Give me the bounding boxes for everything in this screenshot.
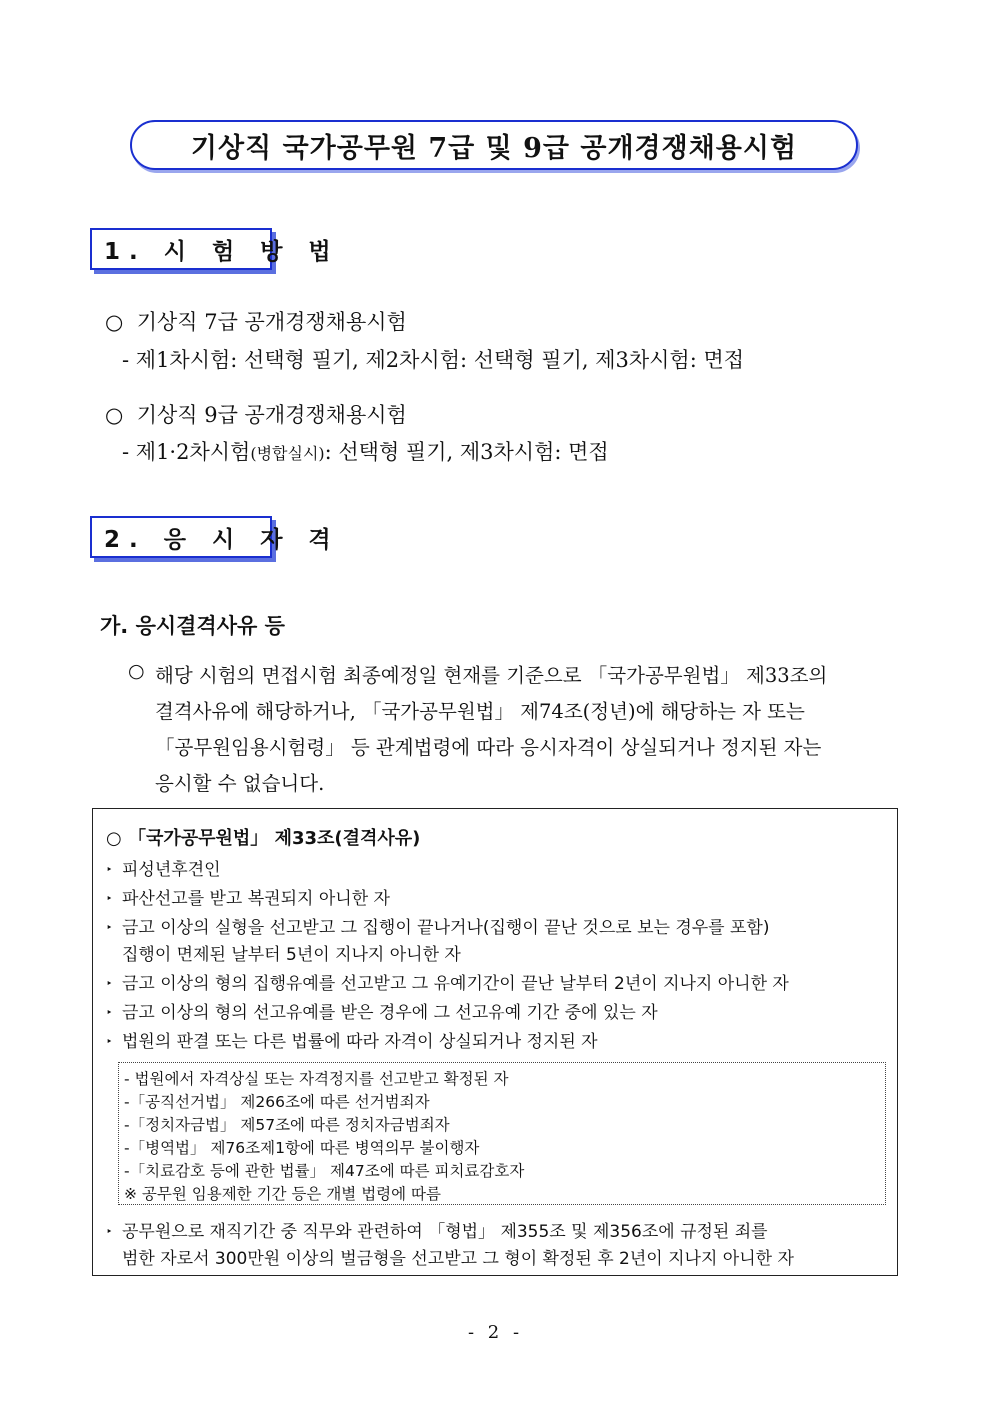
list-item: ‣ 법원의 판결 또는 다른 법률에 따라 자격이 상실되거나 정지된 자	[106, 1032, 598, 1052]
triangle-bullet-icon: ‣	[106, 1035, 113, 1048]
inner-list-item: -「병역법」 제76조제1항에 따른 병역의무 불이행자	[124, 1139, 480, 1157]
eligibility-paragraph	[155, 658, 900, 802]
inner-list-item: -「치료감호 등에 관한 법률」 제47조에 따른 피치료감호자	[124, 1162, 525, 1180]
inner-note: ※ 공무원 임용제한 기간 등은 개별 법령에 따름	[124, 1185, 441, 1203]
paragraph-line: 응시할 수 없습니다.	[155, 772, 325, 795]
list-item: ○ 기상직 9급 공개경쟁채용시험	[105, 403, 407, 427]
list-item: ‣ 공무원으로 재직기간 중 직무와 관련하여 「형법」 제355조 및 제356조에 규정된 죄를	[106, 1222, 768, 1242]
inner-list-item: - 법원에서 자격상실 또는 자격정지를 선고받고 확정된 자	[124, 1070, 509, 1088]
list-item: ‣ 금고 이상의 형의 집행유예를 선고받고 그 유예기간이 끝난 날부터 2년이 지나지 아니한 자	[106, 974, 789, 994]
paragraph-line: 「공무원임용시험령」 등 관계법령에 따라 응시자격이 상실되거나 정지된 자는	[155, 736, 822, 759]
list-item-detail: - 제1·2차시험(병합실시): 선택형 필기, 제3차시험: 면접	[122, 440, 609, 464]
section-heading-exam-method: 1. 시 험 방 법	[90, 228, 272, 270]
list-item-detail: - 제1차시험: 선택형 필기, 제2차시험: 선택형 필기, 제3차시험: 면접	[122, 348, 745, 372]
triangle-bullet-icon: ‣	[106, 863, 113, 876]
document-title: 기상직 국가공무원 7급 및 9급 공개경쟁채용시험	[130, 120, 858, 170]
inner-list-item: -「정치자금법」 제57조에 따른 정치자금범죄자	[124, 1116, 450, 1134]
paragraph-line: 결격사유에 해당하거나, 「국가공무원법」 제74조(정년)에 해당하는 자 또는	[155, 700, 805, 723]
list-item: ‣ 금고 이상의 형의 선고유예를 받은 경우에 그 선고유예 기간 중에 있는 자	[106, 1003, 658, 1023]
circle-bullet-icon: ○	[128, 660, 145, 682]
sub-heading: 가. 응시결격사유 등	[100, 614, 285, 638]
section-heading-eligibility: 2. 응 시 자 격	[90, 516, 272, 558]
triangle-bullet-icon: ‣	[106, 921, 113, 934]
list-item: ‣ 파산선고를 받고 복권되지 아니한 자	[106, 889, 390, 909]
circle-bullet-icon: ○	[105, 310, 124, 334]
triangle-bullet-icon: ‣	[106, 977, 113, 990]
list-item-continuation: 집행이 면제된 날부터 5년이 지나지 아니한 자	[122, 945, 461, 965]
list-item-continuation: 범한 자로서 300만원 이상의 벌금형을 선고받고 그 형이 확정된 후 2년이 지나지 아니한 자	[122, 1249, 794, 1269]
triangle-bullet-icon: ‣	[106, 1225, 113, 1238]
list-item: ‣ 금고 이상의 실형을 선고받고 그 집행이 끝나거나(집행이 끝난 것으로 보는 경우를 포함)	[106, 918, 770, 938]
law-box-title: ○ 「국가공무원법」 제33조(결격사유)	[106, 828, 421, 849]
list-item: ○ 기상직 7급 공개경쟁채용시험	[105, 310, 407, 334]
inner-list-item: -「공직선거법」 제266조에 따른 선거범죄자	[124, 1093, 430, 1111]
page-number: - 2 -	[467, 1322, 524, 1343]
triangle-bullet-icon: ‣	[106, 892, 113, 905]
list-item: ‣ 피성년후견인	[106, 860, 221, 880]
triangle-bullet-icon: ‣	[106, 1006, 113, 1019]
paragraph-line: 해당 시험의 면접시험 최종예정일 현재를 기준으로 「국가공무원법」 제33조의	[155, 664, 828, 687]
circle-bullet-icon: ○	[105, 403, 124, 427]
